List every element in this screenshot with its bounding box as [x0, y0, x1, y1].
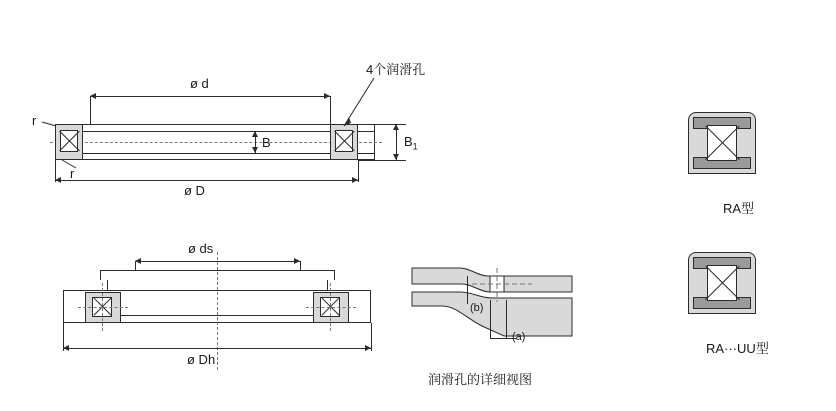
label-detail-a: (a) [512, 331, 526, 343]
bearing-inner-line-top [55, 131, 375, 132]
dim-arrow-B-down [252, 147, 258, 153]
label-detail-b: (b) [470, 302, 484, 314]
type-ra-uu-roller [707, 265, 737, 301]
label-phi-ds: ø ds [188, 241, 214, 256]
ext-line-phi-d-left [90, 96, 91, 124]
label-phi-Dh: ø Dh [187, 352, 216, 367]
dim-arrow-phi-D-right [352, 177, 358, 183]
label-type-ra: RA型 [723, 201, 755, 216]
leader-r-left [40, 118, 60, 130]
label-type-ra-uu: RA···UU型 [706, 341, 769, 356]
ext-line-detail-a-right [506, 300, 507, 338]
ext-line-detail-a-left [490, 300, 491, 338]
ext-line-B1-bottom [358, 160, 406, 161]
center-line-left-roller-v [102, 283, 103, 331]
label-lubrication-holes: 4个润滑孔 [366, 62, 426, 77]
dim-arrow-phi-Dh-right [365, 345, 371, 351]
center-line-right-roller-v [330, 283, 331, 331]
dim-arrow-B-up [252, 131, 258, 137]
ext-line-detail-b [467, 276, 468, 304]
center-line-right-roller [306, 307, 356, 308]
bearing-inner-line-bottom [55, 153, 375, 154]
dim-line-phi-Dh [63, 348, 371, 349]
label-phi-D: ø D [184, 183, 205, 198]
right-roller-element [335, 130, 353, 152]
ext-line-phi-Dh-right [371, 323, 372, 351]
label-detail-caption: 润滑孔的详细视图 [428, 372, 533, 387]
left-roller-element [60, 130, 78, 152]
detail-section-shape [412, 262, 572, 342]
dim-line-phi-d [90, 96, 330, 97]
dim-arrow-B1-down [393, 154, 399, 160]
dim-line-phi-D [55, 180, 358, 181]
leader-r-bottom [60, 158, 80, 170]
ext-line-phi-D-right [358, 160, 359, 182]
label-B1: $B_1$ [404, 134, 418, 152]
center-line-vertical [217, 252, 218, 370]
dim-arrow-B1-up [393, 124, 399, 130]
ext-line-phi-d-right [330, 96, 331, 124]
leader-lubrication-holes [336, 76, 378, 132]
label-B: B [262, 135, 271, 150]
label-phi-d: ø d [190, 76, 209, 91]
center-line-left-roller [78, 307, 128, 308]
type-ra-roller [707, 125, 737, 161]
label-r-bottom: r [70, 166, 75, 181]
dim-arrow-phi-Dh-left [63, 345, 69, 351]
dim-arrow-phi-D-left [55, 177, 61, 183]
label-r-left: r [32, 113, 37, 128]
